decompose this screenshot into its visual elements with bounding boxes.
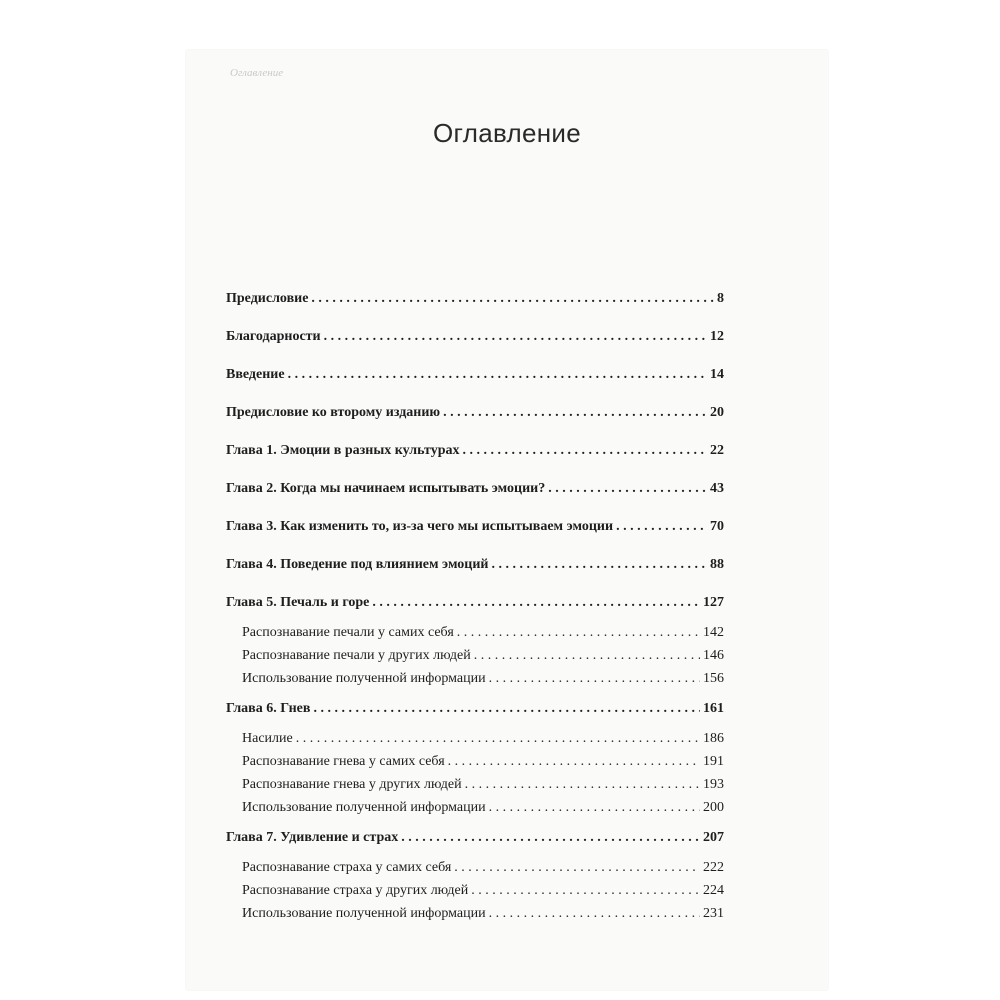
toc-entry-label: Предисловие [226, 291, 309, 306]
toc-page-number: 207 [703, 830, 724, 845]
dot-leader [401, 830, 700, 846]
dot-leader [313, 701, 700, 717]
dot-leader [296, 731, 700, 747]
toc-entry-label: Глава 4. Поведение под влиянием эмоций [226, 557, 489, 572]
running-head: Оглавление [230, 67, 284, 79]
toc-entry-label: Предисловие ко второму изданию [226, 405, 441, 420]
toc-subentry[interactable] [226, 671, 724, 694]
toc-entry-chapter-3[interactable] [226, 519, 724, 542]
toc-entry-label: Использование полученной информации [242, 800, 486, 815]
toc-entry-chapter-5[interactable] [226, 595, 724, 618]
book-page [186, 50, 828, 990]
dot-leader [324, 329, 707, 345]
toc-page-number: 193 [703, 777, 724, 792]
toc-entry-chapter-6[interactable] [226, 701, 724, 724]
toc-page-number: 20 [710, 405, 724, 420]
toc-page-number: 146 [703, 648, 724, 663]
toc-entry-label: Распознавание гнева у самих себя [242, 754, 445, 769]
toc-entry-chapter-4[interactable] [226, 557, 724, 580]
toc-subentry[interactable] [226, 625, 724, 648]
toc-entry-acknowledgements[interactable] [226, 329, 724, 352]
page-title: Оглавление [433, 118, 581, 148]
toc-page-number: 186 [703, 731, 724, 746]
dot-leader [443, 405, 707, 421]
toc-entry-label: Благодарности [226, 329, 321, 344]
toc-page-number: 222 [703, 860, 724, 875]
toc-entry-introduction[interactable] [226, 367, 724, 390]
toc-page-number: 224 [703, 883, 724, 898]
dot-leader [457, 625, 700, 641]
dot-leader [462, 443, 707, 459]
toc-entry-label: Глава 2. Когда мы начинаем испытывать эмоции? [226, 481, 546, 496]
toc-entry-label: Глава 1. Эмоции в разных культурах [226, 443, 460, 458]
dot-leader [474, 648, 700, 664]
dot-leader [465, 777, 700, 793]
toc-entry-label: Распознавание гнева у других людей [242, 777, 462, 792]
toc-page-number: 70 [710, 519, 724, 534]
toc-entry-label: Распознавание печали у самих себя [242, 625, 454, 640]
toc-entry-preface[interactable] [226, 291, 724, 314]
toc-page-number: 12 [710, 329, 724, 344]
dot-leader [448, 754, 700, 770]
toc-entry-chapter-1[interactable] [226, 443, 724, 466]
toc-page-number: 156 [703, 671, 724, 686]
dot-leader [492, 557, 708, 573]
dot-leader [489, 906, 700, 922]
toc-entry-label: Распознавание страха у самих себя [242, 860, 452, 875]
toc-page-number: 43 [710, 481, 724, 496]
toc-subentry[interactable] [226, 648, 724, 671]
toc-entry-label: Насилие [242, 731, 293, 746]
toc-page-number: 161 [703, 701, 724, 716]
toc-page-number: 142 [703, 625, 724, 640]
toc-subentry[interactable] [226, 860, 724, 883]
toc-entry-label: Глава 6. Гнев [226, 701, 311, 716]
toc-entry-label: Глава 5. Печаль и горе [226, 595, 370, 610]
toc-page-number: 191 [703, 754, 724, 769]
dot-leader [288, 367, 707, 383]
dot-leader [311, 291, 714, 307]
dot-leader [489, 800, 700, 816]
toc-entry-label: Глава 3. Как изменить то, из-за чего мы испытываем эмоции [226, 519, 614, 534]
table-of-contents [226, 291, 724, 929]
toc-page-number: 14 [710, 367, 724, 382]
dot-leader [616, 519, 707, 535]
toc-entry-label: Использование полученной информации [242, 671, 486, 686]
toc-page-number: 200 [703, 800, 724, 815]
toc-entry-second-edition-preface[interactable] [226, 405, 724, 428]
toc-subentry[interactable] [226, 883, 724, 906]
dot-leader [372, 595, 700, 611]
toc-entry-label: Использование полученной информации [242, 906, 486, 921]
toc-entry-label: Введение [226, 367, 285, 382]
dot-leader [548, 481, 707, 497]
toc-subentry[interactable] [226, 777, 724, 800]
toc-page-number: 88 [710, 557, 724, 572]
toc-entry-chapter-7[interactable] [226, 830, 724, 853]
toc-subentry[interactable] [226, 800, 724, 823]
toc-entry-label: Распознавание печали у других людей [242, 648, 471, 663]
toc-page-number: 127 [703, 595, 724, 610]
toc-entry-label: Глава 7. Удивление и страх [226, 830, 399, 845]
dot-leader [471, 883, 700, 899]
toc-page-number: 22 [710, 443, 724, 458]
dot-leader [454, 860, 700, 876]
toc-entry-label: Распознавание страха у других людей [242, 883, 469, 898]
toc-page-number: 231 [703, 906, 724, 921]
toc-subentry[interactable] [226, 906, 724, 929]
toc-subentry[interactable] [226, 754, 724, 777]
dot-leader [489, 671, 700, 687]
toc-entry-chapter-2[interactable] [226, 481, 724, 504]
toc-subentry[interactable] [226, 731, 724, 754]
toc-page-number: 8 [717, 291, 724, 306]
